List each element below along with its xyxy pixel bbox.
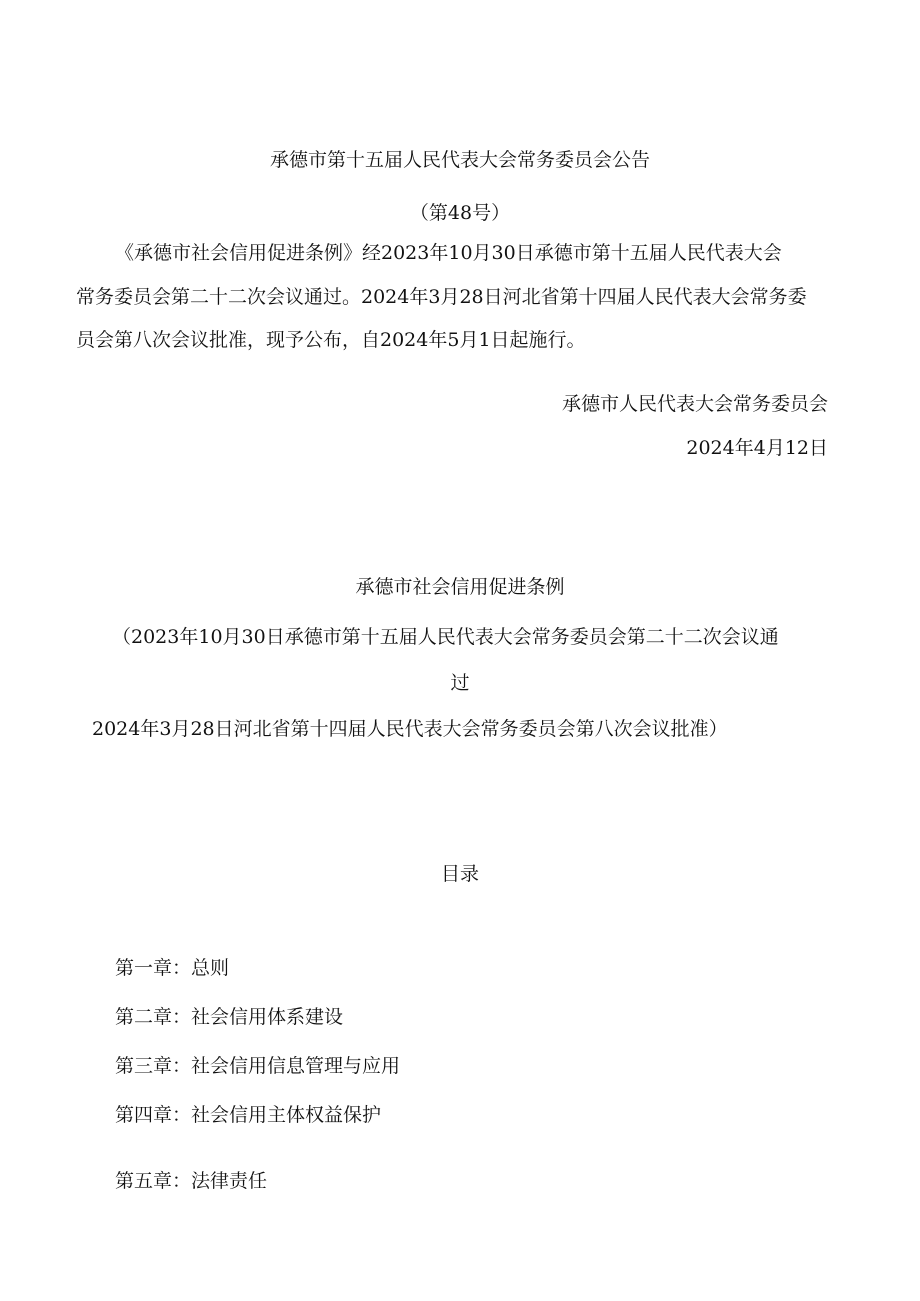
regulation-note-line-3: 2024年3月28日河北省第十四届人民代表大会常务委员会第八次会议批准） [92, 718, 728, 740]
toc-heading: 目录 [440, 863, 479, 885]
announcement-body-line-3: 员会第八次会议批准，现予公布，自2024年5月1日起施行。 [76, 329, 586, 351]
toc-chapter-4: 第四章：社会信用主体权益保护 [115, 1104, 382, 1126]
regulation-note-line-1: （2023年10月30日承德市第十五届人民代表大会常务委员会第二十二次会议通 [112, 626, 779, 648]
announcement-title: 承德市第十五届人民代表大会常务委员会公告 [269, 149, 650, 171]
toc-chapter-3: 第三章：社会信用信息管理与应用 [115, 1055, 401, 1077]
announcement-date: 2024年4月12日 [686, 437, 828, 459]
announcement-body-line-2: 常务委员会第二十二次会议通过。2024年3月28日河北省第十四届人民代表大会常务委 [76, 286, 807, 308]
toc-chapter-5: 第五章：法律责任 [115, 1170, 268, 1192]
toc-chapter-2: 第二章：社会信用体系建设 [115, 1006, 344, 1028]
announcement-body-line-1: 《承德市社会信用促进条例》经2023年10月30日承德市第十五届人民代表大会 [115, 242, 782, 264]
announcement-number: （第48号） [409, 202, 511, 224]
regulation-note-line-2: 过 [450, 672, 470, 694]
regulation-title: 承德市社会信用促进条例 [355, 576, 565, 598]
announcement-signer: 承德市人民代表大会常务委员会 [561, 393, 828, 415]
toc-chapter-1: 第一章：总则 [115, 957, 230, 979]
